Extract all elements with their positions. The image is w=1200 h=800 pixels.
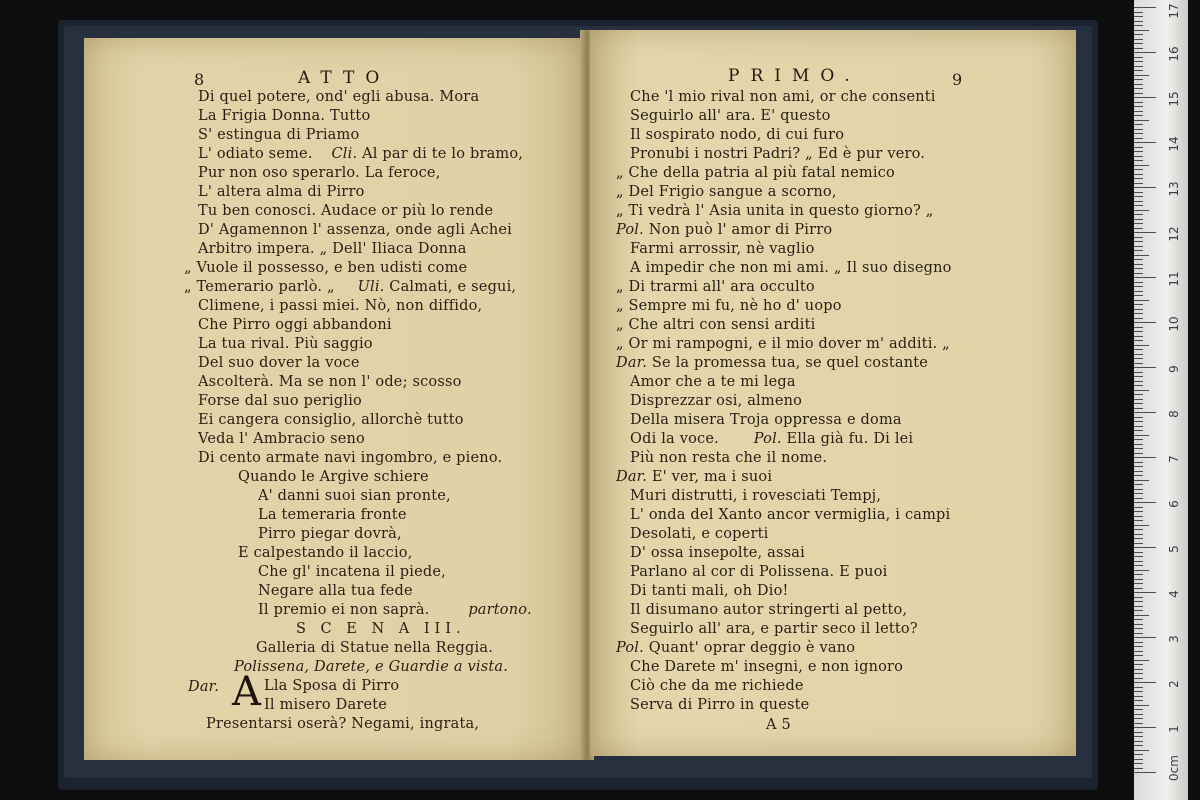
ruler-tick: [1134, 696, 1143, 697]
ruler-tick: [1134, 268, 1143, 269]
ruler-tick: [1134, 552, 1143, 553]
page-number-left: 8: [194, 70, 205, 89]
text-line: Che 'l mio rival non ami, or che consenti: [630, 89, 936, 105]
ruler-tick: [1134, 349, 1143, 350]
ruler-tick: [1134, 615, 1149, 616]
ruler-tick: [1134, 12, 1143, 13]
ruler-tick: [1134, 97, 1156, 98]
ruler-tick: [1134, 678, 1143, 679]
ruler-tick: [1134, 84, 1143, 85]
text-line: [258, 601, 532, 619]
text-line: A impedir che non mi ami. „ Il suo disegno: [630, 260, 952, 276]
text-line: D' Agamennon l' assenza, onde agli Achei: [198, 222, 512, 238]
text-line: Ciò che da me richiede: [630, 678, 804, 694]
text-line: Parlano al cor di Polissena. E puoi: [630, 564, 888, 580]
text-line: Ei cangera consiglio, allorchè tutto: [198, 412, 464, 428]
ruler-tick: [1134, 768, 1143, 769]
ruler-tick: [1134, 655, 1143, 656]
ruler-tick: [1134, 480, 1149, 481]
ruler-tick: [1134, 75, 1149, 76]
ruler-number: 14: [1167, 136, 1181, 152]
ruler-tick: [1134, 561, 1143, 562]
ruler-tick: [1134, 448, 1143, 449]
text-fragment: Il premio ei non saprà.: [258, 602, 430, 618]
text-line: Amor che a te mi lega: [630, 374, 796, 390]
scene-characters: Polissena, Darete, e Guardie a vista.: [234, 659, 509, 675]
ruler-tick: [1134, 336, 1143, 337]
ruler-tick: [1134, 88, 1143, 89]
text-line: Lla Sposa di Pirro: [264, 678, 400, 694]
ruler-tick: [1134, 228, 1143, 229]
ruler-tick: [1134, 21, 1143, 22]
ruler-tick: [1134, 354, 1143, 355]
ruler-tick: [1134, 426, 1143, 427]
ruler-tick: [1134, 147, 1143, 148]
ruler-tick: [1134, 538, 1143, 539]
ruler-tick: [1134, 129, 1143, 130]
ruler-tick: [1134, 606, 1143, 607]
text-fragment: E' ver, ma i suoi: [651, 469, 773, 485]
text-line: Ascolterà. Ma se non l' ode; scosso: [198, 374, 462, 390]
text-line: Arbitro impera. „ Dell' Iliaca Donna: [198, 241, 467, 257]
text-line: L' altera alma di Pirro: [198, 184, 365, 200]
ruler-tick: [1134, 192, 1143, 193]
ruler-number: 5: [1167, 545, 1181, 553]
ruler-tick: [1134, 673, 1143, 674]
ruler-tick: [1134, 390, 1149, 391]
ruler-tick: [1134, 237, 1143, 238]
text-line: Muri distrutti, i rovesciati Tempj,: [630, 488, 882, 504]
text-line: [198, 145, 523, 163]
ruler-tick: [1134, 592, 1156, 593]
text-line: La Frigia Donna. Tutto: [198, 108, 371, 124]
ruler-tick: [1134, 723, 1143, 724]
speaker-label: Uli.: [357, 279, 385, 295]
ruler-tick: [1134, 70, 1143, 71]
ruler-tick: [1134, 516, 1143, 517]
ruler-tick: [1134, 718, 1143, 719]
ruler-tick: [1134, 259, 1143, 260]
ruler-tick: [1134, 471, 1143, 472]
text-line: Pirro piegar dovrà,: [258, 526, 402, 542]
ruler-tick: [1134, 115, 1143, 116]
ruler-tick: [1134, 763, 1143, 764]
ruler-tick: [1134, 255, 1149, 256]
text-fragment: L' odiato seme.: [198, 146, 313, 162]
ruler-tick: [1134, 48, 1143, 49]
ruler-tick: [1134, 574, 1143, 575]
drop-cap: A: [232, 669, 261, 715]
ruler-number: 13: [1167, 181, 1181, 197]
ruler-tick: [1134, 624, 1143, 625]
ruler-tick: [1134, 444, 1143, 445]
text-line: E calpestando il laccio,: [238, 545, 413, 561]
text-fragment: „ Temerario parlò. „: [184, 279, 335, 295]
text-line: Climene, i passi miei. Nò, non diffido,: [198, 298, 483, 314]
ruler-tick: [1134, 633, 1143, 634]
ruler-tick: [1134, 570, 1149, 571]
ruler-tick: [1134, 502, 1156, 503]
speaker-label: Dar.: [616, 355, 648, 371]
ruler-tick: [1134, 642, 1143, 643]
ruler-tick: [1134, 309, 1143, 310]
text-line: Farmi arrossir, nè vaglio: [630, 241, 815, 257]
ruler-tick: [1134, 745, 1143, 746]
ruler-tick: [1134, 106, 1143, 107]
ruler-number: 11: [1167, 271, 1181, 287]
ruler-tick: [1134, 169, 1143, 170]
text-line: [616, 354, 928, 372]
text-line: Quando le Argive schiere: [238, 469, 429, 485]
ruler-tick: [1134, 493, 1143, 494]
ruler-tick: [1134, 345, 1149, 346]
ruler-tick: [1134, 399, 1143, 400]
ruler-tick: [1134, 597, 1143, 598]
ruler-tick: [1134, 682, 1156, 683]
running-head-left: ATTO: [298, 68, 391, 88]
ruler-tick: [1134, 291, 1143, 292]
ruler-tick: [1134, 651, 1143, 652]
ruler-tick: [1134, 7, 1156, 8]
ruler-tick: [1134, 93, 1143, 94]
ruler-tick: [1134, 669, 1143, 670]
speaker-label: Dar.: [188, 679, 220, 695]
ruler-tick: [1134, 579, 1143, 580]
ruler-tick: [1134, 313, 1143, 314]
ruler-tick: [1134, 174, 1143, 175]
text-fragment: Al par di te lo bramo,: [362, 146, 524, 162]
speaker-label: Pol.: [616, 640, 644, 656]
ruler-tick: [1134, 111, 1143, 112]
ruler-number: 1: [1167, 725, 1181, 733]
ruler-tick: [1134, 628, 1143, 629]
ruler-tick: [1134, 165, 1149, 166]
ruler-tick: [1134, 210, 1149, 211]
text-line: Veda l' Ambracio seno: [198, 431, 365, 447]
ruler-tick: [1134, 327, 1143, 328]
text-line: [184, 278, 516, 296]
text-line: Il disumano autor stringerti al petto,: [630, 602, 908, 618]
text-line: Pronubi i nostri Padri? „ Ed è pur vero.: [630, 146, 926, 162]
ruler-tick: [1134, 741, 1143, 742]
ruler-tick: [1134, 138, 1143, 139]
text-fragment: Quant' oprar deggio è vano: [648, 640, 856, 656]
ruler-tick: [1134, 201, 1143, 202]
signature-mark: A 5: [766, 717, 791, 733]
text-line: Del suo dover la voce: [198, 355, 360, 371]
ruler-tick: [1134, 457, 1156, 458]
ruler-tick: [1134, 601, 1143, 602]
ruler-tick: [1134, 520, 1143, 521]
text-line: La tua rival. Più saggio: [198, 336, 373, 352]
ruler-number: 16: [1167, 46, 1181, 62]
text-line: Forse dal suo periglio: [198, 393, 362, 409]
text-line: Pur non oso sperarlo. La feroce,: [198, 165, 441, 181]
ruler-number: 9: [1167, 365, 1181, 373]
ruler-tick: [1134, 205, 1143, 206]
ruler-tick: [1134, 660, 1149, 661]
text-fragment: Ella già fu. Di lei: [786, 431, 914, 447]
ruler-tick: [1134, 525, 1149, 526]
ruler-tick: [1134, 214, 1143, 215]
ruler-tick: [1134, 183, 1143, 184]
ruler-tick: [1134, 687, 1143, 688]
ruler-tick: [1134, 417, 1143, 418]
text-fragment: Non può l' amor di Pirro: [648, 222, 833, 238]
ruler-tick: [1134, 394, 1143, 395]
ruler-tick: [1134, 273, 1143, 274]
speaker-label: Pol.: [616, 222, 644, 238]
text-line: „ Che della patria al più fatal nemico: [616, 165, 895, 181]
ruler-tick: [1134, 511, 1143, 512]
text-line: [616, 221, 832, 239]
ruler-tick: [1134, 178, 1143, 179]
ruler-tick: [1134, 588, 1143, 589]
speaker-label: Cli.: [331, 146, 358, 162]
ruler-tick: [1134, 151, 1143, 152]
ruler-tick: [1134, 264, 1143, 265]
ruler-tick: [1134, 664, 1143, 665]
text-fragment: Odi la voce.: [630, 431, 719, 447]
text-line: Seguirlo all' ara. E' questo: [630, 108, 831, 124]
text-line: „ Sempre mi fu, nè ho d' uopo: [616, 298, 842, 314]
ruler-tick: [1134, 318, 1143, 319]
ruler-tick: [1134, 250, 1143, 251]
measurement-ruler: [1134, 0, 1188, 800]
ruler-tick: [1134, 412, 1156, 413]
ruler-tick: [1134, 385, 1143, 386]
ruler-tick: [1134, 363, 1143, 364]
text-line: „ Di trarmi all' ara occulto: [616, 279, 815, 295]
ruler-tick: [1134, 102, 1143, 103]
text-line: La temeraria fronte: [258, 507, 407, 523]
scene-heading: S C E N A III.: [296, 621, 466, 637]
ruler-tick: [1134, 408, 1143, 409]
ruler-tick: [1134, 498, 1143, 499]
page-number-right: 9: [952, 70, 963, 89]
ruler-tick: [1134, 619, 1143, 620]
ruler-tick: [1134, 43, 1143, 44]
ruler-tick: [1134, 372, 1143, 373]
ruler-tick: [1134, 565, 1143, 566]
text-line: „ Vuole il possesso, e ben udisti come: [184, 260, 468, 276]
text-line: [630, 430, 913, 448]
text-line: Seguirlo all' ara, e partir seco il letto?: [630, 621, 918, 637]
text-line: [616, 468, 772, 486]
ruler-tick: [1134, 705, 1149, 706]
speaker-label: Dar.: [616, 469, 648, 485]
text-fragment: Se la promessa tua, se quel costante: [651, 355, 929, 371]
text-line: Desolati, e coperti: [630, 526, 769, 542]
ruler-tick: [1134, 403, 1143, 404]
ruler-number: 8: [1167, 410, 1181, 418]
ruler-tick: [1134, 439, 1143, 440]
speaker-label: Pol.: [753, 431, 782, 447]
ruler-tick: [1134, 610, 1143, 611]
ruler-zero-label: 0cm: [1167, 755, 1181, 781]
ruler-tick: [1134, 160, 1143, 161]
ruler-tick: [1134, 232, 1156, 233]
ruler-tick: [1134, 453, 1143, 454]
ruler-tick: [1134, 637, 1156, 638]
text-line: D' ossa insepolte, assai: [630, 545, 805, 561]
ruler-tick: [1134, 376, 1143, 377]
ruler-tick: [1134, 79, 1143, 80]
ruler-tick: [1134, 304, 1143, 305]
ruler-tick: [1134, 300, 1149, 301]
text-line: „ Ti vedrà l' Asia unita in questo giorno? „: [616, 203, 934, 219]
ruler-tick: [1134, 331, 1143, 332]
ruler-number: 17: [1167, 3, 1181, 19]
ruler-tick: [1134, 583, 1143, 584]
ruler-tick: [1134, 381, 1143, 382]
ruler-tick: [1134, 52, 1156, 53]
ruler-tick: [1134, 534, 1143, 535]
text-line: Che Darete m' insegni, e non ignoro: [630, 659, 904, 675]
ruler-tick: [1134, 421, 1143, 422]
ruler-tick: [1134, 543, 1143, 544]
ruler-tick: [1134, 156, 1143, 157]
ruler-tick: [1134, 196, 1143, 197]
ruler-tick: [1134, 367, 1156, 368]
text-line: „ Che altri con sensi arditi: [616, 317, 816, 333]
right-page: [590, 30, 1076, 756]
ruler-tick: [1134, 754, 1143, 755]
running-head-right: PRIMO.: [728, 66, 861, 86]
ruler-tick: [1134, 241, 1143, 242]
ruler-tick: [1134, 340, 1143, 341]
text-line: Il sospirato nodo, di cui furo: [630, 127, 845, 143]
ruler-tick: [1134, 435, 1149, 436]
ruler-number: 12: [1167, 226, 1181, 242]
ruler-tick: [1134, 759, 1143, 760]
ruler-tick: [1134, 772, 1156, 773]
ruler-tick: [1134, 727, 1156, 728]
text-line: Il misero Darete: [264, 697, 388, 713]
scene-setting: Galleria di Statue nella Reggia.: [256, 640, 493, 656]
text-line: „ Del Frigio sangue a scorno,: [616, 184, 837, 200]
text-line: Serva di Pirro in queste: [630, 697, 810, 713]
text-line: Di quel potere, ond' egli abusa. Mora: [198, 89, 480, 105]
ruler-number: 4: [1167, 590, 1181, 598]
text-line: Che Pirro oggi abbandoni: [198, 317, 392, 333]
ruler-tick: [1134, 57, 1143, 58]
ruler-tick: [1134, 246, 1143, 247]
ruler-tick: [1134, 475, 1143, 476]
ruler-tick: [1134, 714, 1143, 715]
ruler-number: 3: [1167, 635, 1181, 643]
text-line: Della misera Troja oppressa e doma: [630, 412, 902, 428]
ruler-tick: [1134, 142, 1156, 143]
text-line: Più non resta che il nome.: [630, 450, 828, 466]
text-line: Che gl' incatena il piede,: [258, 564, 446, 580]
text-line: Presentarsi oserà? Negami, ingrata,: [206, 716, 480, 732]
ruler-number: 15: [1167, 91, 1181, 107]
text-line: L' onda del Xanto ancor vermiglia, i campi: [630, 507, 951, 523]
ruler-number: 7: [1167, 455, 1181, 463]
text-fragment: Calmati, e segui,: [389, 279, 517, 295]
ruler-tick: [1134, 732, 1143, 733]
ruler-tick: [1134, 466, 1143, 467]
ruler-tick: [1134, 529, 1143, 530]
ruler-tick: [1134, 646, 1143, 647]
ruler-tick: [1134, 282, 1143, 283]
ruler-tick: [1134, 223, 1143, 224]
ruler-number: 2: [1167, 680, 1181, 688]
ruler-tick: [1134, 286, 1143, 287]
text-line: „ Or mi rampogni, e il mio dover m' additi. „: [616, 336, 950, 352]
ruler-tick: [1134, 219, 1143, 220]
ruler-tick: [1134, 547, 1156, 548]
ruler-tick: [1134, 462, 1143, 463]
ruler-tick: [1134, 322, 1156, 323]
ruler-tick: [1134, 66, 1143, 67]
text-line: [616, 639, 855, 657]
stage-direction: partono.: [468, 602, 532, 618]
text-line: Di cento armate navi ingombro, e pieno.: [198, 450, 503, 466]
ruler-tick: [1134, 358, 1143, 359]
text-line: Disprezzar osi, almeno: [630, 393, 803, 409]
ruler-tick: [1134, 489, 1143, 490]
ruler-tick: [1134, 120, 1149, 121]
ruler-tick: [1134, 133, 1143, 134]
ruler-tick: [1134, 750, 1149, 751]
text-line: S' estingua di Priamo: [198, 127, 360, 143]
ruler-tick: [1134, 709, 1143, 710]
text-line: A' danni suoi sian pronte,: [258, 488, 451, 504]
ruler-tick: [1134, 736, 1143, 737]
ruler-tick: [1134, 507, 1143, 508]
ruler-number: 6: [1167, 500, 1181, 508]
ruler-tick: [1134, 295, 1143, 296]
ruler-tick: [1134, 34, 1143, 35]
ruler-tick: [1134, 691, 1143, 692]
ruler-tick: [1134, 30, 1149, 31]
ruler-tick: [1134, 25, 1143, 26]
text-line: Negare alla tua fede: [258, 583, 413, 599]
ruler-tick: [1134, 16, 1143, 17]
ruler-tick: [1134, 61, 1143, 62]
ruler-tick: [1134, 124, 1143, 125]
ruler-tick: [1134, 277, 1156, 278]
text-line: Di tanti mali, oh Dio!: [630, 583, 789, 599]
text-line: Tu ben conosci. Audace or più lo rende: [198, 203, 494, 219]
ruler-tick: [1134, 187, 1156, 188]
ruler-tick: [1134, 484, 1143, 485]
ruler-number: 10: [1167, 316, 1181, 332]
ruler-tick: [1134, 39, 1143, 40]
ruler-tick: [1134, 556, 1143, 557]
left-page: [84, 38, 584, 760]
ruler-tick: [1134, 700, 1143, 701]
ruler-tick: [1134, 430, 1143, 431]
